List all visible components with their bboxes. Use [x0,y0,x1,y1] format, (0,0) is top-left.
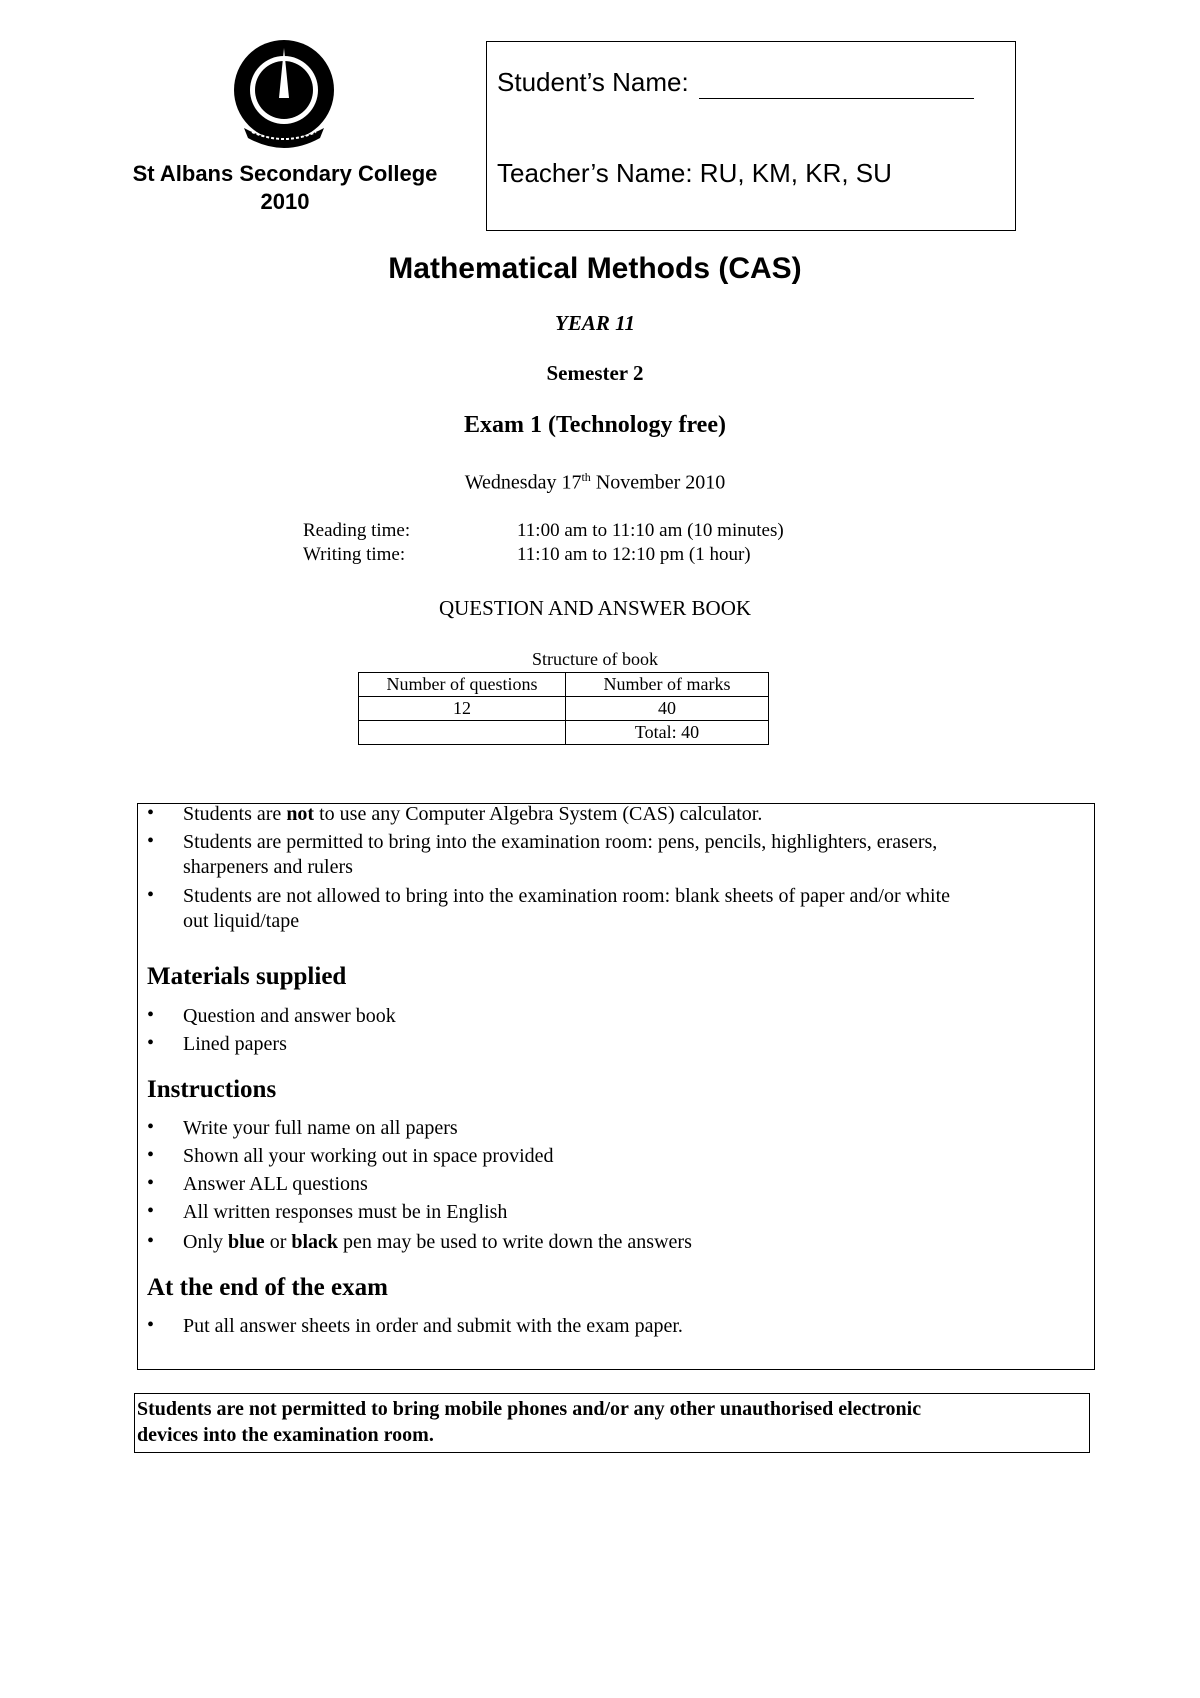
pen-blue: blue [228,1231,265,1253]
bullet-icon: • [147,1144,155,1166]
materials-item: Lined papers [183,1033,287,1055]
table-row [359,673,769,697]
instruction-item: All written responses must be in English [183,1201,508,1223]
bullet-icon: • [147,884,155,906]
student-name-field[interactable] [699,98,974,99]
student-name-label: Student’s Name: [497,67,689,97]
instruction-pen-colour [183,1230,692,1255]
materials-item: Question and answer book [183,1005,396,1027]
pen-post: pen may be used to write down the answers [338,1231,692,1253]
rule-permitted-line1: Students are permitted to bring into the examination room: pens, pencils, highlighters, erasers, [183,831,938,853]
table-cell-empty [359,721,566,745]
bullet-icon: • [147,830,155,852]
exam-date [0,470,1190,495]
end-exam-heading: At the end of the exam [147,1274,388,1301]
rule-not-allowed-items [183,884,950,934]
pen-black: black [291,1231,339,1253]
school-name [100,160,470,216]
college-logo [222,40,346,152]
book-label: QUESTION AND ANSWER BOOK [438,596,752,620]
table-header-questions: Number of questions [359,673,566,697]
structure-caption: Structure of book [532,649,658,669]
bullet-icon: • [147,1230,155,1252]
table-cell-questions: 12 [359,697,566,721]
subject-title: Mathematical Methods (CAS) [388,252,802,285]
bullet-icon: • [147,1116,155,1138]
writing-time-value: 11:10 am to 12:10 pm (1 hour) [517,544,751,565]
rule-not-allowed-line1: Students are not allowed to bring into the examination room: blank sheets of paper and/or white [183,885,951,907]
rule-no-cas [183,802,762,827]
table-row [359,697,769,721]
rule-no-cas-bold: not [286,803,315,825]
rule-no-cas-post: to use any Computer Algebra System (CAS) calculator. [314,803,763,825]
school-year: 2010 [260,189,310,214]
warning-line1: Students are not permitted to bring mobile phones and/or any other unauthorised electronic [137,1398,922,1420]
rule-permitted-line2: sharpeners and rulers [183,856,353,878]
bullet-icon: • [147,1172,155,1194]
pen-or: or [264,1231,292,1253]
instructions-heading: Instructions [147,1076,277,1103]
materials-heading: Materials supplied [147,963,347,990]
bullet-icon: • [147,1032,155,1054]
teacher-names: Teacher’s Name: RU, KM, KR, SU [497,158,892,188]
reading-time-label: Reading time: [303,520,411,541]
structure-table [358,672,769,745]
exam-title: Exam 1 (Technology free) [464,412,726,438]
warning-text [137,1396,1067,1448]
rule-not-allowed-line2: out liquid/tape [183,910,300,932]
semester: Semester 2 [546,361,644,385]
instruction-item: Answer ALL questions [183,1173,368,1195]
table-header-marks: Number of marks [566,673,769,697]
exam-date-rest: November 2010 [590,471,726,494]
table-cell-marks: 40 [566,697,769,721]
bullet-icon: • [147,1200,155,1222]
writing-time-label: Writing time: [303,544,406,565]
end-exam-item: Put all answer sheets in order and submit with the exam paper. [183,1315,683,1337]
warning-line2: devices into the examination room. [137,1424,434,1446]
exam-date-suffix: th [581,470,591,484]
rule-no-cas-pre: Students are [183,803,287,825]
reading-time-value: 11:00 am to 11:10 am (10 minutes) [517,520,784,541]
bullet-icon: • [147,1004,155,1026]
table-cell-total: Total: 40 [566,721,769,745]
year-level: YEAR 11 [555,311,635,335]
instruction-item: Shown all your working out in space provided [183,1145,554,1167]
bullet-icon: • [147,802,155,824]
bullet-icon: • [147,1314,155,1336]
pen-pre: Only [183,1231,228,1253]
exam-date-day: Wednesday 17 [464,471,582,494]
rule-permitted-items [183,830,937,880]
school-name-text: St Albans Secondary College [132,161,438,186]
instruction-item: Write your full name on all papers [183,1117,458,1139]
table-row [359,721,769,745]
